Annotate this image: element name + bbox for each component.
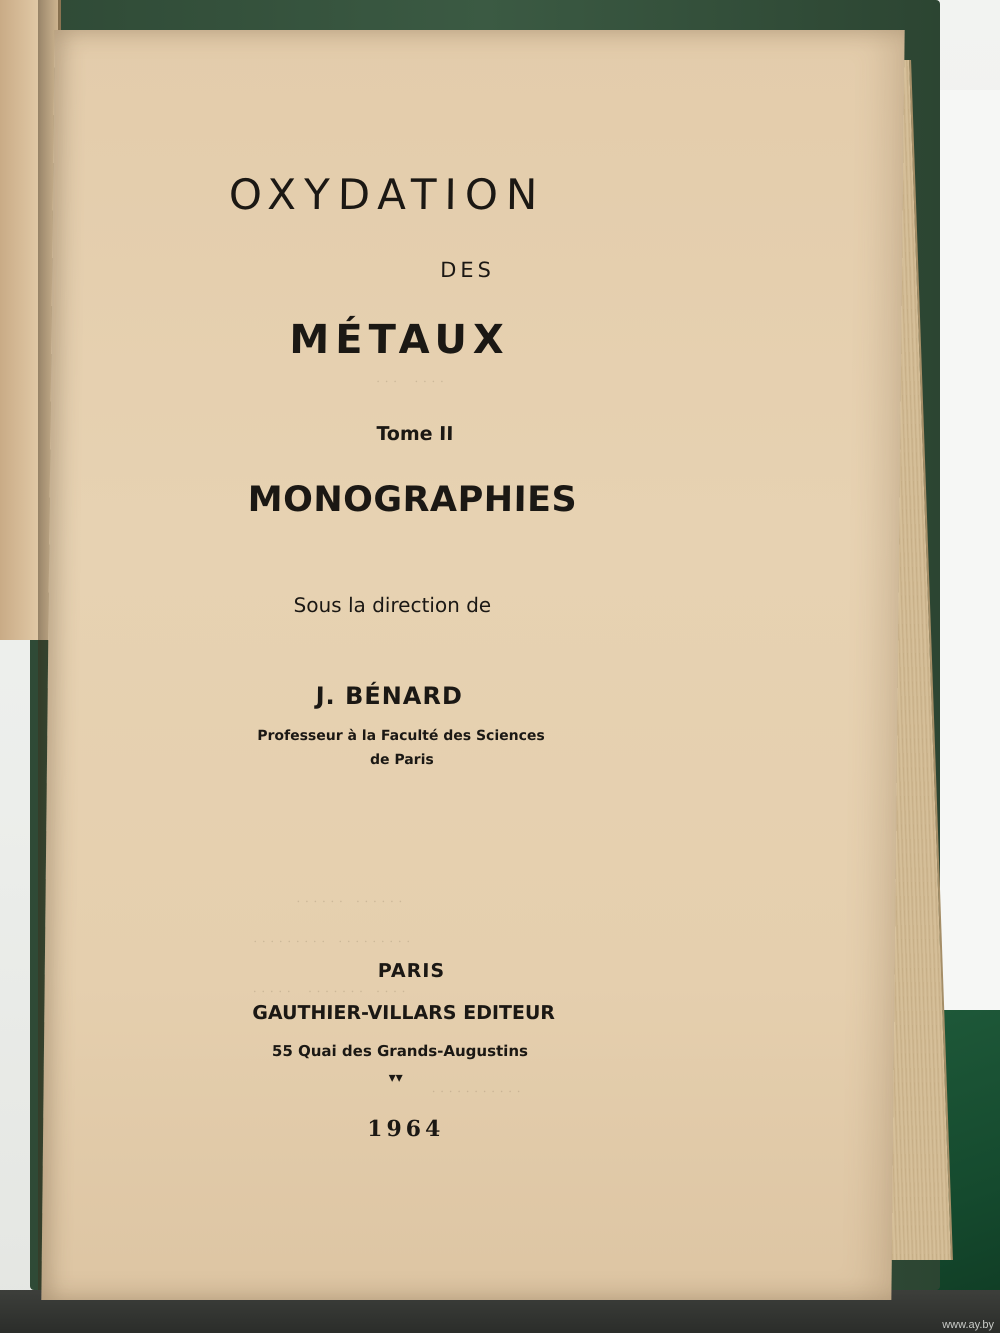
book-title: OXYDATION <box>228 170 546 219</box>
publication-year: 1964 <box>367 1116 445 1142</box>
author-name: J. BÉNARD <box>315 682 463 710</box>
direction-line: Sous la direction de <box>293 593 492 617</box>
ornament-icon: ▾▾ <box>388 1070 403 1086</box>
bleed-through-text: . . . . . . . . . . . . . . . . . . <box>245 930 411 945</box>
publisher-name: GAUTHIER-VILLARS EDITEUR <box>252 1002 556 1024</box>
author-affiliation-line2: de Paris <box>369 752 434 768</box>
publisher-city: PARIS <box>377 960 446 982</box>
publisher-address: 55 Quai des Grands-Augustins <box>271 1042 529 1060</box>
volume-number: Tome II <box>376 423 454 445</box>
author-affiliation-line1: Professeur à la Faculté des Sciences <box>257 728 545 744</box>
title-connector: DES <box>440 258 496 282</box>
bleed-through-text: . . . . . . . . . . . . <box>275 890 404 905</box>
bleed-through-text: . . . . . . . . . . . . . . . . <box>244 980 407 995</box>
book-subject: MÉTAUX <box>289 317 511 363</box>
bleed-through-text: . . . . . . . . . . . <box>423 1080 522 1095</box>
bleed-through-text: . . . . . . . <box>350 370 445 385</box>
volume-title: MONOGRAPHIES <box>247 480 578 520</box>
watermark-text: www.ay.by <box>942 1319 994 1331</box>
title-page <box>41 30 904 1300</box>
